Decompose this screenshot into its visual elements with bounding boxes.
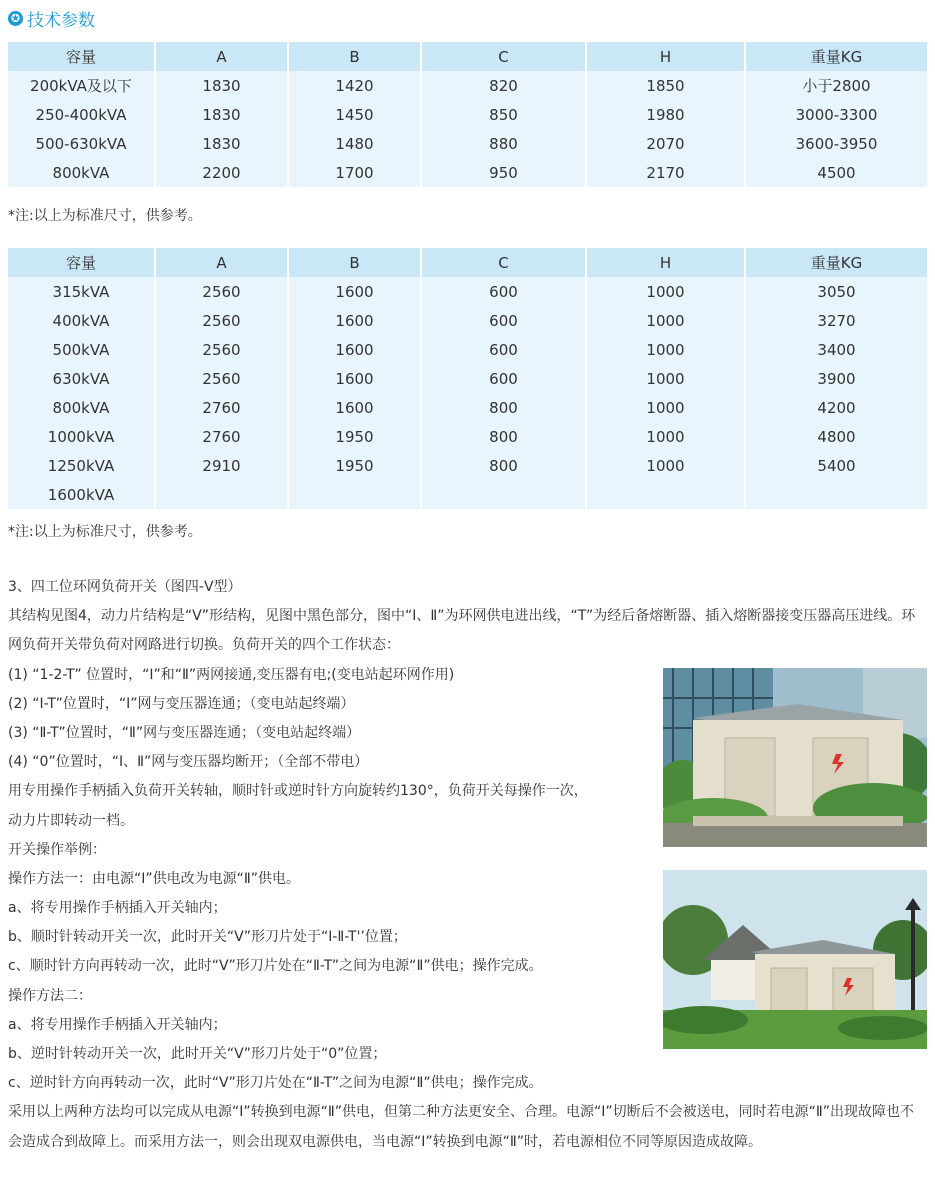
table-cell: 4200	[745, 393, 927, 422]
table-cell: 2560	[155, 277, 288, 306]
table-cell: 1000kVA	[8, 422, 155, 451]
table-cell: 2760	[155, 422, 288, 451]
table-cell: 2760	[155, 393, 288, 422]
example-title: 开关操作举例：	[8, 841, 106, 858]
table-cell: 630kVA	[8, 364, 155, 393]
state-item: (3) “Ⅱ-T”位置时，“Ⅱ”网与变压器连通；（变电站起终端）	[8, 724, 361, 741]
column-header: B	[288, 42, 421, 71]
table-row	[8, 422, 927, 451]
table-cell: 1950	[288, 422, 421, 451]
table-cell: 1980	[586, 100, 745, 129]
table-cell: 1700	[288, 158, 421, 187]
column-header: B	[288, 248, 421, 277]
method-2-step: b、逆时针转动开关一次，此时开关“V”形刀片处于“0”位置；	[8, 1046, 387, 1063]
table-cell: 600	[421, 364, 586, 393]
table-cell: 800kVA	[8, 393, 155, 422]
table-cell: 1600kVA	[8, 480, 155, 509]
table-cell: 880	[421, 129, 586, 158]
table-cell: 3600-3950	[745, 129, 927, 158]
column-header: 重量KG	[745, 248, 927, 277]
table-cell: 1420	[288, 71, 421, 100]
table-cell: 2070	[586, 129, 745, 158]
spec-table-1	[8, 42, 927, 187]
method-1-title: 操作方法一：由电源“Ⅰ”供电改为电源“Ⅱ”供电。	[8, 870, 301, 887]
table-cell	[586, 480, 745, 509]
method-1-step: b、顺时针转动开关一次，此时开关“V”形刀片处于“Ⅰ-Ⅱ-T'’位置；	[8, 929, 407, 946]
switch-description	[8, 573, 927, 1157]
column-header: A	[155, 42, 288, 71]
table-cell: 1000	[586, 306, 745, 335]
table-cell: 3900	[745, 364, 927, 393]
table-cell	[421, 480, 586, 509]
table-cell: 3050	[745, 277, 927, 306]
table-header-row	[8, 248, 927, 277]
table-cell: 315kVA	[8, 277, 155, 306]
method-1-step: a、将专用操作手柄插入开关轴内；	[8, 900, 227, 917]
table-cell: 800	[421, 451, 586, 480]
table-cell: 1830	[155, 129, 288, 158]
table-cell: 500-630kVA	[8, 129, 155, 158]
table-cell: 1480	[288, 129, 421, 158]
table-cell: 1830	[155, 71, 288, 100]
table-cell: 800	[421, 393, 586, 422]
column-header: 容量	[8, 42, 155, 71]
rotate-text-line-2: 动力片即转动一档。	[8, 812, 134, 829]
table-cell: 2560	[155, 364, 288, 393]
column-header: C	[421, 42, 586, 71]
table-cell: 1850	[586, 71, 745, 100]
method-2-title: 操作方法二：	[8, 987, 92, 1004]
table-cell: 800kVA	[8, 158, 155, 187]
spec-table-2	[8, 248, 927, 509]
table-row	[8, 306, 927, 335]
table-cell: 250-400kVA	[8, 100, 155, 129]
table-cell: 400kVA	[8, 306, 155, 335]
table-2-note: *注:以上为标准尺寸，供参考。	[8, 524, 202, 540]
table-row	[8, 277, 927, 306]
section-title: 3、四工位环网负荷开关（图四-V型）	[8, 579, 242, 595]
table-cell: 1000	[586, 335, 745, 364]
table-cell: 950	[421, 158, 586, 187]
rotate-text-line-1: 用专用操作手柄插入负荷开关转轴，顺时针或逆时针方向旋转约130°，负荷开关每操作一次，	[8, 783, 588, 800]
state-item: (4) “0”位置时，“Ⅰ、Ⅱ”网与变压器均断开；（全部不带电）	[8, 754, 369, 771]
conclusion-paragraph: 采用以上两种方法均可以完成从电源“Ⅰ”转换到电源“Ⅱ”供电，但第二种方法更安全、合理。电源“Ⅰ”切断后不会被送电，同时若电源“Ⅱ”出现故障也不会造成合到故障上。而采用方法一，则会出现双电源供电，当电源“Ⅰ”转换到电源“Ⅱ”时，若电源相位不同等原因造成故障。	[8, 1104, 915, 1150]
table-cell: 1600	[288, 306, 421, 335]
column-header: A	[155, 248, 288, 277]
table-row	[8, 71, 927, 100]
table-header-row	[8, 42, 927, 71]
table-cell: 3400	[745, 335, 927, 364]
table-cell: 820	[421, 71, 586, 100]
table-row	[8, 158, 927, 187]
table-cell: 1600	[288, 277, 421, 306]
table-cell: 3000-3300	[745, 100, 927, 129]
table-cell: 1600	[288, 393, 421, 422]
column-header: H	[586, 248, 745, 277]
column-header: H	[586, 42, 745, 71]
section-heading	[8, 6, 95, 30]
table-cell: 4500	[745, 158, 927, 187]
table-cell: 1000	[586, 393, 745, 422]
table-row	[8, 480, 927, 509]
table-cell: 1450	[288, 100, 421, 129]
table-row	[8, 100, 927, 129]
column-header: 重量KG	[745, 42, 927, 71]
table-1-note: *注:以上为标准尺寸，供参考。	[8, 208, 202, 224]
state-item: (1) “1-2-T” 位置时，“Ⅰ”和“Ⅱ”两网接通,变压器有电;(变电站起环网作用)	[8, 666, 455, 683]
table-cell: 1000	[586, 422, 745, 451]
column-header: C	[421, 248, 586, 277]
table-cell: 2170	[586, 158, 745, 187]
state-item: (2) “Ⅰ-T”位置时，“Ⅰ”网与变压器连通；（变电站起终端）	[8, 695, 355, 712]
table-row	[8, 451, 927, 480]
method-2-step: a、将专用操作手柄插入开关轴内；	[8, 1016, 227, 1033]
star-circle-icon: ✪	[8, 11, 23, 26]
table-row	[8, 129, 927, 158]
table-cell: 2200	[155, 158, 288, 187]
table-cell: 3270	[745, 306, 927, 335]
table-cell: 500kVA	[8, 335, 155, 364]
table-row	[8, 393, 927, 422]
table-cell	[155, 480, 288, 509]
table-row	[8, 335, 927, 364]
method-2-step: c、逆时针方向再转动一次，此时“V”形刀片处在“Ⅱ-T”之间为电源“Ⅱ”供电；操作完成。	[8, 1075, 543, 1092]
table-cell: 850	[421, 100, 586, 129]
table-cell: 600	[421, 277, 586, 306]
substation-photo-2	[663, 870, 927, 1049]
table-cell: 200kVA及以下	[8, 71, 155, 100]
method-1-step: c、顺时针方向再转动一次，此时“V”形刀片处在“Ⅱ-T”之间为电源“Ⅱ”供电；操作完成。	[8, 958, 543, 975]
table-cell: 小于2800	[745, 71, 927, 100]
table-cell: 1830	[155, 100, 288, 129]
table-cell: 1000	[586, 277, 745, 306]
table-cell: 1600	[288, 335, 421, 364]
section-heading-title: 技术参数	[27, 10, 95, 31]
column-header: 容量	[8, 248, 155, 277]
table-cell: 1000	[586, 451, 745, 480]
table-cell: 1250kVA	[8, 451, 155, 480]
table-cell: 600	[421, 335, 586, 364]
table-cell	[745, 480, 927, 509]
table-cell: 2560	[155, 335, 288, 364]
intro-paragraph: 其结构见图4，动力片结构是“V”形结构，见图中黑色部分，图中“Ⅰ、Ⅱ”为环网供电进出线，“T”为经后备熔断器、插入熔断器接变压器高压进线。环网负荷开关带负荷对网路进行切换。负荷开关的四个工作状态：	[8, 608, 916, 654]
table-cell	[288, 480, 421, 509]
table-row	[8, 364, 927, 393]
table-cell: 1000	[586, 364, 745, 393]
table-cell: 1600	[288, 364, 421, 393]
table-cell: 1950	[288, 451, 421, 480]
table-cell: 5400	[745, 451, 927, 480]
table-cell: 600	[421, 306, 586, 335]
table-cell: 4800	[745, 422, 927, 451]
table-cell: 2910	[155, 451, 288, 480]
table-cell: 2560	[155, 306, 288, 335]
substation-photo-1	[663, 668, 927, 847]
table-cell: 800	[421, 422, 586, 451]
